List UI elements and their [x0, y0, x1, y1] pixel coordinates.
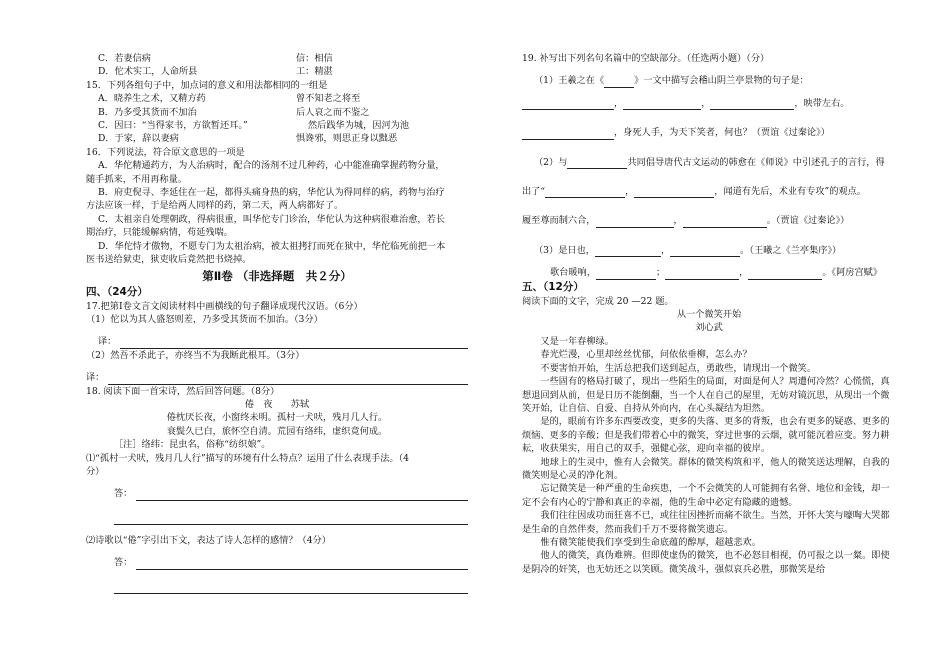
essay-paragraph: 是的，眼前有许多东西要改变，更多的失落、更多的背叛，也会有更多的疑惑、更多的烦恼、更多的辛酸；但是我们带着心中的微笑，穿过世事的云烟，就可能沉着应变。努力耕耘，收获果实，用自己的双手，强健心弦，迎向幸福的彼岸。 [522, 416, 890, 455]
q17-answer-2[interactable]: 译： [86, 371, 468, 384]
poem-note: ［注］络纬：昆虫名，俗称“纺织娘”。 [114, 439, 271, 451]
essay-paragraph: 春光烂漫，心里却丝丝忧郁，问依依垂柳，怎么办？ [540, 349, 752, 361]
essay-paragraph: 又是一年春柳绿。 [540, 335, 614, 347]
q16-line: C．太祖亲自处理朝政，得病很重，叫华佗专门诊治，华佗认为这种病很难治愈，若长 [98, 213, 445, 225]
q18-sub1: ⑴“孤村一犬吠，残月几人行”描写的环境有什么特点？运用了什么表现手法。（4 [86, 452, 410, 464]
q14-option-c: C．若妻信病 信：相信 [98, 53, 333, 64]
q17-stem: 17.把第Ⅰ卷文言文阅读材料中画横线的句子翻译成现代汉语。（6分） [86, 300, 363, 312]
q16-line: 随手抓来，不用再称量。 [86, 173, 188, 185]
q16-line: 医书送给狱吏，狱吏收后竟然把书烧掉。 [86, 254, 252, 266]
q18-sub1-cont: 分） [86, 465, 105, 477]
blank[interactable] [665, 269, 739, 280]
q17-answer-1[interactable]: 译： [86, 335, 468, 348]
q16-line: A．华佗精通药方，为人治病时，配合的汤剂不过几种药，心中能准确掌握药物分量， [98, 160, 445, 172]
q19-stem: 19. 补写出下列名句名篇中的空缺部分。（任选两小题）（分） [522, 53, 770, 64]
blank[interactable] [567, 158, 627, 169]
blank[interactable] [748, 269, 822, 280]
poem-title: 倦 夜 苏轼 [244, 398, 310, 410]
q17-sub1: （1）佗以为其人盛怒则差，乃多受其货而不加治。（3分） [86, 313, 323, 325]
q18-answer-1-line2[interactable] [86, 510, 468, 525]
essay-paragraph: 惟有微笑能使我们享受到生命底蕴的醇厚，超越悲欢。 [540, 536, 761, 548]
q19-sub1: （1）王羲之在《 》一文中描写会稽山阴兰亭景物的句子是： [534, 75, 809, 87]
essay-paragraph: 一些固有的格局打破了，现出一些陌生的局面，对面是何人？周遭何冷然？心慌慌，真想退回到从前，但是日历不能倒翻，当一个人在自己的屋里，无妨对镜沉思，从现出一个微笑开始，让自信、自爱、自持从外向内，在心头凝结为坦然。 [522, 376, 890, 414]
q18-answer-2-line2[interactable] [86, 579, 468, 594]
q16-line: 期治疗，只能缓解病情，苟延残喘。 [86, 227, 233, 239]
blank[interactable] [683, 217, 767, 228]
q17-sub2: （2）然吾不杀此子，亦终当不为我断此根耳。（3分） [86, 349, 305, 361]
q19-sub1-line3: ，身死人手，为天下笑者，何也？（贾谊《过秦论》） [522, 126, 896, 139]
essay-title: 从一个微笑开始 [676, 309, 742, 321]
blank[interactable] [545, 187, 625, 198]
q16-stem: 16．下列说法，符合原文意思的一项是 [86, 146, 245, 158]
blank[interactable] [604, 77, 634, 88]
q15-stem: 15．下列各组句子中，加点词的意义和用法都相同的一组是 [86, 79, 328, 91]
blank[interactable] [596, 269, 656, 280]
q15-option-b: B．乃多受其货而不加治 后人哀之而不鉴之 [98, 106, 370, 118]
essay-paragraph: 他人的微笑，真伪难辨。但即使虚伪的微笑，也不必怒目相视，仍可报之以一粲。即使是阴冷的奸笑，也无妨还之以笑顾。微笑战斗，强似哀兵必胜，那微笑是给 [522, 550, 890, 575]
q19-sub2-line3: 履至尊而制六合， ， 。（贾谊《过秦论》） [522, 215, 850, 227]
q19-sub2: （2）与 共同倡导唐代古文运动的韩愈在《师说》中引述孔子的言行，得 [534, 156, 885, 168]
blank[interactable] [595, 246, 661, 257]
q16-line: 方法应该一样，于是给两人同样的药，第二天，两人病都好了。 [86, 200, 344, 212]
q19-sub3-line2: 歌台暖响， ； ， 。《阿房宫赋》 [550, 267, 883, 279]
poem-line: 倦枕厌长夜，小窗终未明。孤村一犬吠，残月几人行。 [166, 412, 388, 424]
essay-paragraph: 不要害怕开始，生活总把我们送到起点，勇敢些，请现出一个微笑。 [540, 362, 817, 374]
q14-option-d: D．佗术实工，人命所县 工：精湛 [98, 66, 333, 78]
q19-sub3: （3）是日也， ， 。（王曦之《兰亭集序》） [534, 244, 842, 256]
q15-option-c: C．因曰：“当得家书，方欲暂还耳。” 然后践华为城，因河为池 [98, 120, 410, 132]
q19-sub2-line2: 出了“ ， ，闻道有先后，术业有专攻”的观点。 [522, 186, 866, 198]
essay-paragraph: 忘记微笑是一种严重的生命疾患，一个不会微笑的人可能拥有名誉、地位和金钱，却一定不会有内心的宁静和真正的幸福，他的生命中必定有隐藏的遗憾。 [522, 483, 890, 508]
left-column [86, 52, 468, 594]
q19-sub1-blanks: ， ， ，映带左右。 [522, 97, 896, 110]
q15-option-a: A．晓养生之术，又精方药 曾不知老之将至 [98, 93, 361, 105]
blank[interactable] [522, 99, 614, 110]
blank[interactable] [623, 99, 701, 110]
essay-paragraph: 我们往往因成功而狂喜不已，或往往因挫折而痛不欲生。当然，开怀大笑与嚎啕大哭都是生命的自然伴奏，然而我们千万不要将微笑遗忘。 [522, 510, 890, 535]
q16-line: B．府吏倪寻、李延住在一起，都得头痛身热的病，华佗认为得同样的病，药物与治疗 [98, 187, 445, 199]
q18-stem: 18. 阅读下面一首宋诗，然后回答问题。（8分） [86, 385, 280, 397]
blank[interactable] [522, 129, 614, 140]
section-4-heading: 四、（24分） [86, 285, 148, 298]
q18-answer-2[interactable]: 答： [86, 556, 468, 569]
q15-option-d: D．于家，辞以妻病 惧谗邪，则思正身以黜恶 [98, 133, 398, 145]
blank[interactable] [710, 99, 794, 110]
right-column [522, 52, 896, 576]
essay-author: 刘心武 [695, 322, 723, 334]
q16-line: D．华佗恃才傲物，不愿专门为太祖治病，被太祖拷打而死在狱中，华佗临死前把一本 [98, 240, 446, 252]
section-5-heading: 五、（12分） [522, 280, 584, 293]
q18-sub2: ⑵诗歌以“倦”字引出下文，表达了诗人怎样的感情？（4分） [86, 534, 331, 546]
reading-stem: 阅读下面的文字，完成 20 —22 题。 [522, 295, 674, 307]
q18-answer-1[interactable]: 答： [86, 487, 468, 500]
essay-paragraph: 地球上的生灵中，惟有人会微笑。群体的微笑构筑和平，他人的微笑送达理解，自我的微笑则是心灵的净化剂。 [522, 456, 890, 481]
blank[interactable] [670, 246, 740, 257]
poem-line: 衰鬓久已白，旅怀空自清。荒园有络纬，虚织竟何成。 [166, 425, 388, 437]
part2-title: 第Ⅱ卷 （非选择题 共２分） [202, 268, 352, 283]
blank[interactable] [596, 217, 674, 228]
blank[interactable] [634, 187, 714, 198]
